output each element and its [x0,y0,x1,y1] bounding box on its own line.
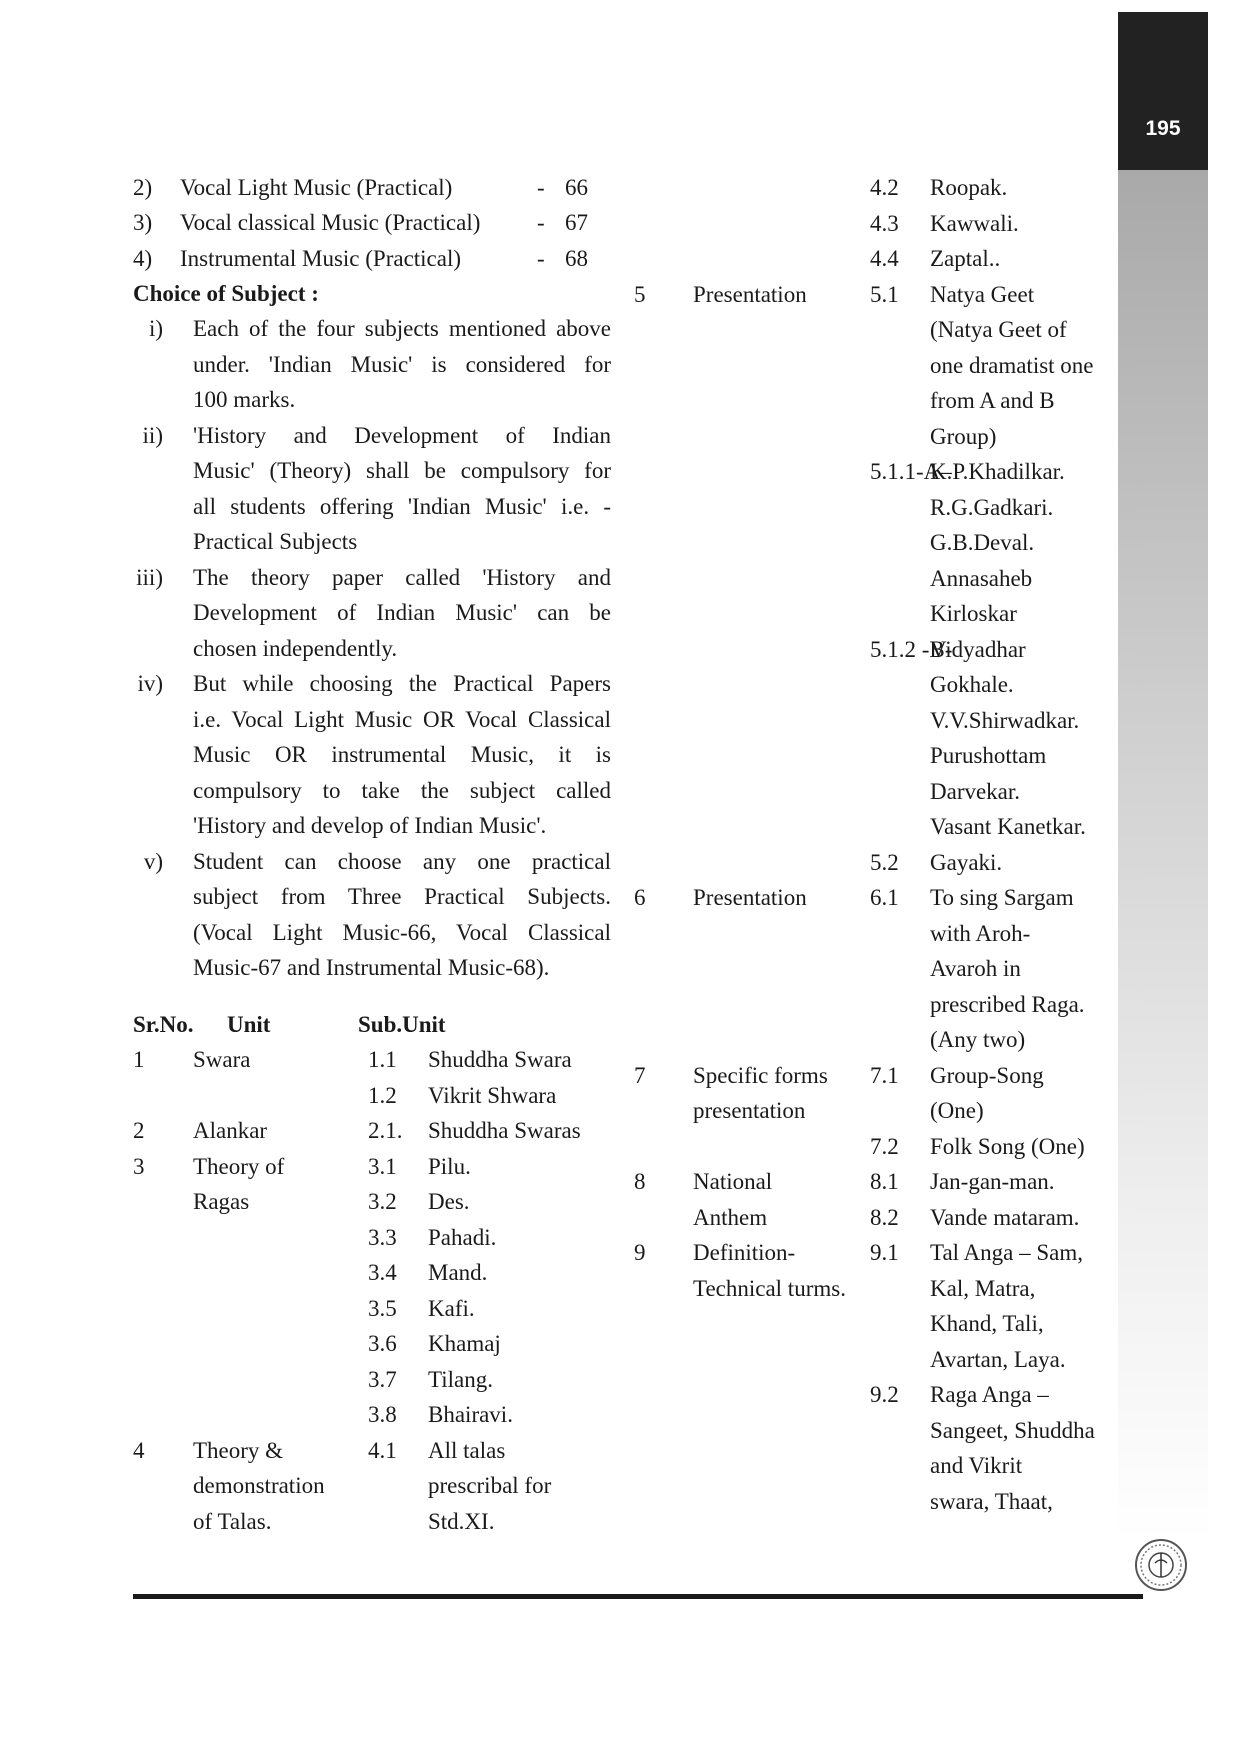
choice-line: Music' (Theory) shall be compulsory for [193,458,611,483]
row-subunit-text: R.G.Gadkari. [930,494,1054,520]
row-subunit-text: (Natya Geet of [930,317,1067,342]
row-subunit-text: Kafi. [428,1295,475,1321]
choice-line: chosen independently. [193,636,398,661]
choice-line: Music OR instrumental Music, it is [193,742,611,767]
row-subunit-text: Purushottam [930,743,1047,768]
row-subunit-text: with Aroh- [930,920,1031,946]
choice-line: 'History and Development of Indian [193,423,611,448]
choice-line: i.e. Vocal Light Music OR Vocal Classical [193,707,611,732]
row-subunit-text: Folk Song (One) [930,1133,1085,1159]
row-unit: presentation [693,1098,806,1123]
row-unit: Swara [193,1047,251,1072]
row-subunit-text: Pahadi. [428,1224,497,1250]
row-subunit-text: Avaroh in [930,956,1021,981]
choice-number: v) [143,849,163,874]
row-subunit-text: Group-Song [930,1062,1044,1088]
page-number-tab [1118,12,1208,170]
row-subunit-num: 5.1.1-A– [870,459,952,484]
row-subunit-num: 3.1 [368,1153,397,1179]
row-subunit-text: Darvekar. [930,778,1021,804]
choice-heading: Choice of Subject : [133,281,319,306]
row-unit: Theory & [193,1437,284,1463]
row-subunit-num: 1.2 [368,1082,397,1108]
row-subunit-text: and Vikrit [930,1453,1023,1478]
row-subunit-text: Gokhale. [930,672,1014,697]
row-unit: Specific forms [693,1062,828,1088]
row-subunit-text: Gayaki. [930,849,1003,875]
row-subunit-text: Natya Geet [930,281,1035,307]
row-subunit-text: To sing Sargam [930,885,1074,910]
subject-dash: - [537,246,545,271]
row-subunit-text: swara, Thaat, [930,1488,1053,1514]
row-subunit-text: Roopak. [930,175,1008,200]
choice-line: 100 marks. [193,387,296,412]
row-unit: Anthem [693,1204,768,1230]
row-subunit-text: Vikrit Shwara [428,1082,557,1108]
row-unit: Definition- [693,1240,796,1265]
header-srno: Sr.No. [133,1012,194,1037]
row-srno: 4 [133,1437,145,1463]
row-subunit-text: Bhairavi. [428,1402,513,1427]
row-subunit-text: Shuddha Swaras [428,1118,581,1143]
row-subunit-text: Annasaheb [930,565,1033,591]
row-subunit-text: V.V.Shirwadkar. [930,707,1080,733]
row-unit: of Talas. [193,1508,272,1534]
choice-line: Each of the four subjects mentioned above [193,316,611,341]
row-unit: Presentation [693,885,807,910]
row-subunit-num: 9.1 [870,1240,899,1265]
subject-dash: - [537,210,545,235]
emblem-icon [1133,1537,1189,1593]
row-subunit-num: 2.1. [368,1118,403,1143]
row-subunit-text: prescribed Raga. [930,991,1085,1017]
row-subunit-num: 3.5 [368,1295,397,1321]
row-subunit-text: G.B.Deval. [930,530,1035,555]
subject-number: 4) [133,246,153,271]
choice-number: iv) [137,671,163,696]
choice-line: all students offering 'Indian Music' i.e. - [193,494,611,519]
subject-code: 68 [565,246,588,271]
choice-line: under. 'Indian Music' is considered for [193,352,611,377]
choice-line: Development of Indian Music' can be [193,600,611,625]
row-subunit-num: 3.2 [368,1189,397,1214]
row-unit: Alankar [193,1118,268,1143]
row-subunit-num: 7.2 [870,1133,899,1159]
row-subunit-text: Vande mataram. [930,1204,1080,1230]
row-subunit-text: All talas [428,1437,506,1463]
row-subunit-text: Kal, Matra, [930,1275,1036,1301]
row-srno: 2 [133,1118,145,1143]
row-subunit-text: Kawwali. [930,210,1019,236]
choice-line: Student can choose any one practical [193,849,611,874]
choice-number: i) [148,316,163,341]
row-subunit-text: Jan-gan-man. [930,1169,1055,1194]
row-subunit-num: 1.1 [368,1047,397,1072]
row-subunit-num: 4.3 [870,210,899,236]
row-subunit-num: 5.1 [870,281,899,307]
row-subunit-text: Vidyadhar [930,636,1026,662]
row-subunit-text: Shuddha Swara [428,1047,572,1072]
row-srno: 9 [634,1240,646,1265]
choice-line: compulsory to take the subject called [193,778,611,803]
row-subunit-text: Group) [930,423,997,449]
row-subunit-num: 3.8 [368,1402,397,1427]
row-srno: 3 [133,1153,145,1179]
row-subunit-text: (Any two) [930,1027,1026,1052]
row-subunit-num: 3.7 [368,1366,397,1392]
bottom-rule [133,1594,1143,1599]
choice-number: iii) [136,565,163,590]
side-gradient-strip [1118,170,1208,1540]
row-subunit-text: Std.XI. [428,1508,495,1534]
choice-line: (Vocal Light Music-66, Vocal Classical [193,920,611,945]
row-unit: Theory of [193,1153,285,1179]
page-number: 195 [1145,117,1181,140]
row-subunit-text: Zaptal.. [930,246,1001,271]
row-subunit-text: Khand, Tali, [930,1311,1044,1336]
row-srno: 5 [634,281,646,307]
subject-number: 2) [133,175,153,200]
row-subunit-text: Avartan, Laya. [930,1346,1066,1372]
choice-line: But while choosing the Practical Papers [193,671,611,696]
row-subunit-num: 4.2 [870,175,899,200]
row-subunit-num: 5.2 [870,849,899,875]
row-subunit-text: Tal Anga – Sam, [930,1240,1083,1265]
row-subunit-num: 6.1 [870,885,899,910]
row-srno: 8 [634,1169,646,1194]
row-subunit-num: 8.1 [870,1169,899,1194]
row-subunit-num: 7.1 [870,1062,899,1088]
choice-line: subject from Three Practical Subjects. [193,884,611,909]
subject-number: 3) [133,210,153,235]
row-unit: Technical turms. [693,1275,846,1301]
row-subunit-text: Khamaj [428,1331,501,1356]
row-subunit-num: 3.3 [368,1224,397,1250]
row-subunit-text: Tilang. [428,1366,493,1392]
row-subunit-text: (One) [930,1098,984,1123]
subject-name: Instrumental Music (Practical) [180,246,462,271]
row-subunit-num: 4.1 [368,1437,397,1463]
row-subunit-text: Sangeet, Shuddha [930,1417,1095,1443]
header-subunit: Sub.Unit [358,1012,446,1037]
row-subunit-text: prescribal for [428,1473,552,1498]
row-srno: 6 [634,885,646,910]
row-subunit-text: Pilu. [428,1153,471,1179]
row-subunit-text: from A and B [930,388,1055,413]
row-subunit-text: Kirloskar [930,601,1017,626]
row-unit: Presentation [693,281,807,307]
row-srno: 1 [133,1047,145,1072]
row-subunit-text: Raga Anga – [930,1382,1049,1407]
row-subunit-num: 3.6 [368,1331,397,1356]
choice-line: 'History and develop of Indian Music'. [193,813,547,838]
subject-name: Vocal classical Music (Practical) [180,210,481,235]
row-subunit-text: K.P.Khadilkar. [930,459,1065,484]
row-subunit-num: 9.2 [870,1382,899,1407]
row-subunit-text: Mand. [428,1260,488,1285]
row-srno: 7 [634,1062,646,1088]
subject-name: Vocal Light Music (Practical) [180,175,453,200]
subject-code: 67 [565,210,588,235]
choice-line: The theory paper called 'History and [193,565,611,590]
choice-number: ii) [142,423,163,448]
row-subunit-text: Vasant Kanetkar. [930,814,1086,839]
row-subunit-text: one dramatist one [930,352,1094,378]
subject-code: 66 [565,175,588,200]
row-unit: National [693,1169,773,1194]
row-subunit-text: Des. [428,1189,470,1214]
row-subunit-num: 3.4 [368,1260,397,1285]
row-unit: demonstration [193,1473,325,1498]
row-unit: Ragas [193,1189,250,1214]
header-unit: Unit [227,1012,271,1037]
choice-line: Music-67 and Instrumental Music-68). [193,955,550,980]
row-subunit-num: 4.4 [870,246,899,271]
subject-dash: - [537,175,545,200]
row-subunit-num: 5.1.2 -B- [870,636,953,662]
row-subunit-num: 8.2 [870,1204,899,1230]
choice-line: Practical Subjects [193,529,358,554]
